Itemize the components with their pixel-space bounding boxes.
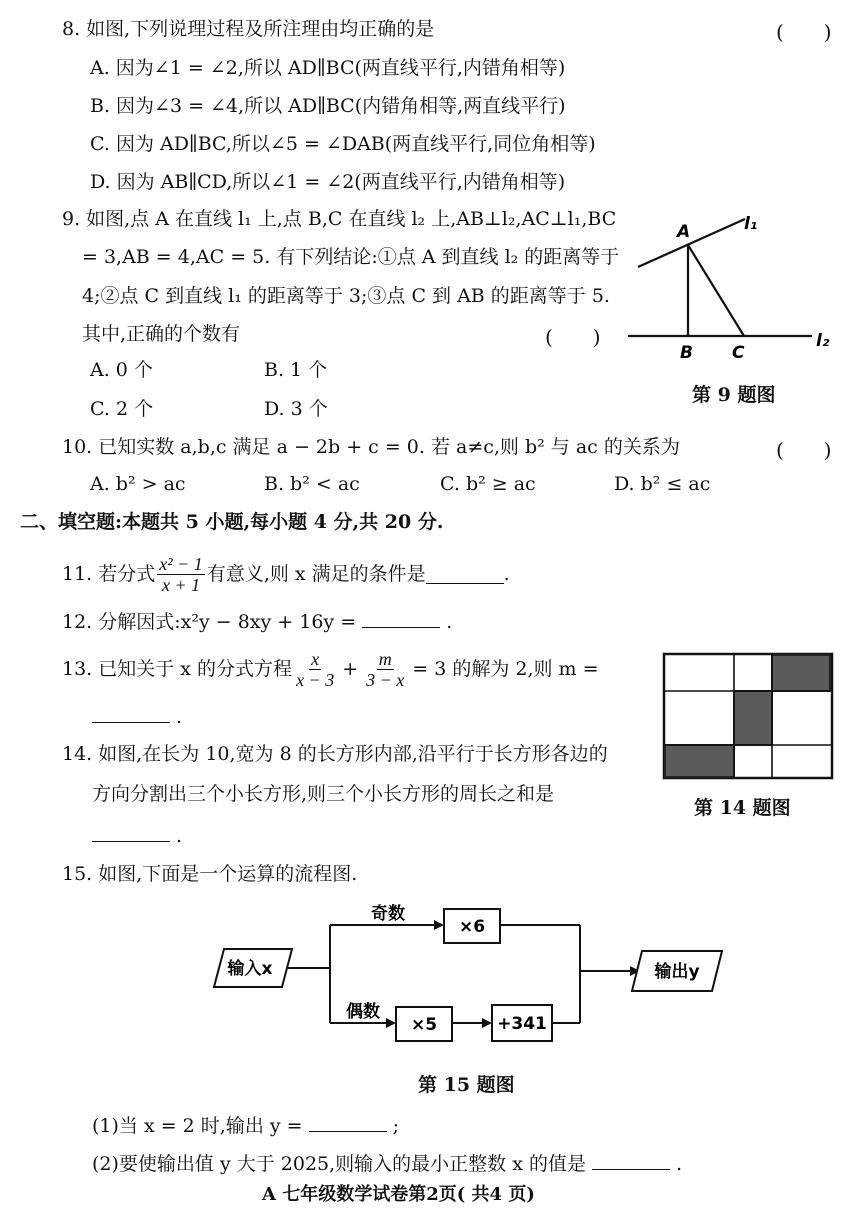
q8-answer-bracket: ( ) [776, 20, 832, 44]
q10-option-a: A. b² > ac [90, 473, 186, 495]
q13-frac2-num: m [378, 648, 392, 669]
small-rectangle-middle [734, 691, 772, 745]
label-l1: l₁ [744, 214, 758, 234]
q11-frac-num: x² − 1 [159, 553, 203, 574]
q13-fraction-1 [294, 649, 336, 690]
q9-option-b: B. 1 个 [264, 359, 328, 381]
small-rectangle-bottom [665, 745, 734, 777]
q12 [62, 609, 452, 634]
q9-figure [620, 205, 840, 405]
q11-after: 有意义,则 x 满足的条件是 [206, 563, 426, 585]
times-6-label: ×6 [458, 917, 486, 937]
segment-ac [688, 245, 744, 336]
small-rectangle-top [772, 655, 830, 691]
q8-stem: 8. 如图,下列说理过程及所注理由均正确的是 [62, 18, 435, 40]
q13-answer-blank [92, 704, 170, 723]
q15-sub-1 [92, 1113, 399, 1138]
q11-frac-den: x + 1 [161, 574, 201, 595]
q13-plus: + [342, 658, 359, 680]
q8-option-c: C. 因为 AD∥BC,所以∠5 = ∠DAB(两直线平行,同位角相等) [90, 133, 596, 155]
q15-sub-2-text: (2)要使输出值 y 大于 2025,则输入的最小正整数 x 的值是 [92, 1153, 586, 1175]
q9-answer-bracket: ( ) [545, 325, 601, 349]
q9-option-d: D. 3 个 [264, 398, 328, 420]
arrow-head [482, 1018, 492, 1028]
q13 [62, 645, 599, 693]
odd-label: 奇数 [371, 904, 405, 924]
q12-end: . [446, 611, 453, 633]
label-c: C [732, 343, 745, 363]
q10-option-c: C. b² ≥ ac [440, 473, 536, 495]
even-label: 偶数 [346, 1002, 380, 1022]
q11-fraction [157, 554, 205, 595]
label-l2: l₂ [816, 331, 830, 351]
q14-caption: 第 14 题图 [694, 797, 791, 819]
times-5-label: ×5 [410, 1015, 438, 1035]
q9-line-2: = 3,AB = 4,AC = 5. 有下列结论:①点 A 到直线 l₂ 的距离等于 [82, 246, 620, 268]
q15-sub-2 [92, 1151, 682, 1176]
q15-sub-2-answer-blank [592, 1151, 670, 1170]
label-a: A [677, 222, 691, 242]
q9-line-3: 4;②点 C 到直线 l₁ 的距离等于 3;③点 C 到 AB 的距离等于 5. [82, 285, 610, 307]
q15-caption: 第 15 题图 [418, 1074, 515, 1096]
q10-option-d: D. b² ≤ ac [614, 473, 711, 495]
q15-stem: 15. 如图,下面是一个运算的流程图. [62, 863, 358, 885]
arrow-head [386, 1018, 396, 1028]
q14-answer-blank [92, 823, 170, 842]
q8-option-a: A. 因为∠1 = ∠2,所以 AD∥BC(两直线平行,内错角相等) [90, 57, 566, 79]
q11 [62, 552, 510, 596]
q13-answer-line [92, 704, 182, 729]
q9-line-4: 其中,正确的个数有 [82, 323, 241, 345]
q15-sub-1-text: (1)当 x = 2 时,输出 y = [92, 1115, 303, 1137]
label-b: B [680, 343, 693, 363]
section-2-title: 二、填空题:本题共 5 小题,每小题 4 分,共 20 分. [20, 511, 444, 533]
q15-sub-1-end: ; [392, 1115, 400, 1137]
q13-before: 13. 已知关于 x 的分式方程 [62, 658, 293, 680]
q9-option-c: C. 2 个 [90, 398, 154, 420]
q12-text: 12. 分解因式:x²y − 8xy + 16y = [62, 611, 357, 633]
q14-end: . [176, 825, 183, 847]
q14-line-1: 14. 如图,在长为 10,宽为 8 的长方形内部,沿平行于长方形各边的 [62, 743, 608, 765]
page-footer: A 七年级数学试卷第2页( 共4 页) [262, 1184, 535, 1205]
q13-frac1-den: x − 3 [296, 669, 335, 690]
q9-option-a: A. 0 个 [90, 359, 153, 381]
q15-flowchart [200, 895, 740, 1055]
q13-frac1-num: x [311, 648, 320, 669]
q11-answer-blank [426, 565, 504, 584]
q15-sub-2-end: . [676, 1153, 683, 1175]
plus-341-label: +341 [497, 1014, 547, 1034]
q14-figure [662, 652, 834, 780]
q9-line-1: 9. 如图,点 A 在直线 l₁ 上,点 B,C 在直线 l₂ 上,AB⊥l₂,AC⊥l₁,BC [62, 208, 617, 230]
q12-answer-blank [362, 609, 440, 628]
input-label: 输入x [227, 959, 273, 979]
q9-caption: 第 9 题图 [692, 384, 776, 406]
q13-frac2-den: 3 − x [366, 669, 405, 690]
q11-before: 11. 若分式 [62, 563, 156, 585]
q8-option-b: B. 因为∠3 = ∠4,所以 AD∥BC(内错角相等,两直线平行) [90, 95, 566, 117]
q10-stem: 10. 已知实数 a,b,c 满足 a − 2b + c = 0. 若 a≠c,则 b² 与 ac 的关系为 [62, 436, 680, 458]
line-l1 [638, 219, 745, 267]
q13-after: = 3 的解为 2,则 m = [412, 658, 599, 680]
q10-option-b: B. b² < ac [264, 473, 360, 495]
q11-end: . [503, 563, 510, 585]
output-label: 输出y [654, 962, 700, 982]
q13-end: . [176, 706, 183, 728]
q8-option-d: D. 因为 AB∥CD,所以∠1 = ∠2(两直线平行,内错角相等) [90, 171, 566, 193]
arrow-head [434, 920, 444, 930]
q14-line-2: 方向分割出三个小长方形,则三个小长方形的周长之和是 [92, 783, 555, 805]
q14-answer-line [92, 823, 182, 848]
q15-sub-1-answer-blank [309, 1113, 387, 1132]
q10-answer-bracket: ( ) [776, 438, 832, 462]
q13-fraction-2 [364, 649, 406, 690]
